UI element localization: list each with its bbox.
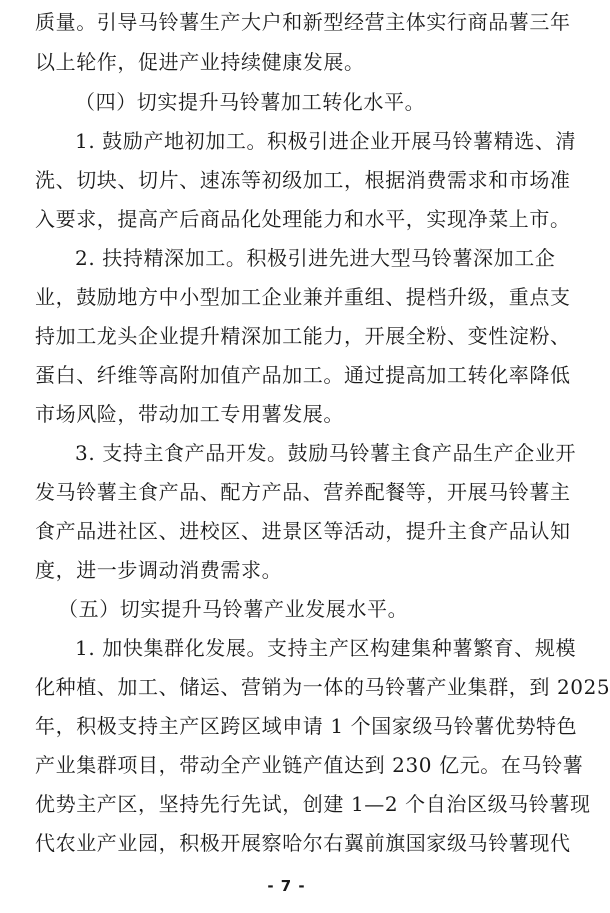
text-line: 洗、切块、切片、速冻等初级加工，根据消费需求和市场准 — [35, 168, 571, 192]
text-line: 持加工龙头企业提升精深加工能力，开展全粉、变性淀粉、 — [35, 324, 571, 348]
text-line: 发马铃薯主食产品、配方产品、营养配餐等，开展马铃薯主 — [35, 480, 571, 504]
page-number: - 7 - — [267, 877, 306, 895]
text-line: 入要求，提高产后商品化处理能力和水平，实现净菜上市。 — [35, 207, 571, 231]
text-line: 化种植、加工、储运、营销为一体的马铃薯产业集群，到 2025 — [35, 675, 610, 699]
text-line: 代农业产业园，积极开展察哈尔右翼前旗国家级马铃薯现代 — [35, 831, 571, 855]
text-line: 3. 支持主食产品开发。鼓励马铃薯主食产品生产企业开 — [75, 441, 577, 465]
text-line: 产业集群项目，带动全产业链产值达到 230 亿元。在马铃薯 — [35, 753, 584, 777]
text-line: 1. 鼓励产地初加工。积极引进企业开展马铃薯精选、清 — [75, 129, 577, 153]
text-line: 蛋白、纤维等高附加值产品加工。通过提高加工转化率降低 — [35, 363, 571, 387]
section-heading: （四）切实提升马铃薯加工转化水平。 — [75, 90, 426, 114]
text-line: 质量。引导马铃薯生产大户和新型经营主体实行商品薯三年 — [35, 10, 571, 34]
text-line: 食产品进社区、进校区、进景区等活动，提升主食产品认知 — [35, 519, 571, 543]
text-line: 优势主产区，坚持先行先试，创建 1—2 个自治区级马铃薯现 — [35, 792, 591, 816]
section-heading: （五）切实提升马铃薯产业发展水平。 — [58, 597, 409, 621]
text-line: 市场风险，带动加工专用薯发展。 — [35, 402, 344, 426]
text-line: 2. 扶持精深加工。积极引进先进大型马铃薯深加工企 — [75, 246, 556, 270]
text-line: 以上轮作，促进产业持续健康发展。 — [35, 50, 365, 74]
text-line: 度，进一步调动消费需求。 — [35, 558, 283, 582]
text-line: 业，鼓励地方中小型加工企业兼并重组、提档升级，重点支 — [35, 285, 571, 309]
text-line: 1. 加快集群化发展。支持主产区构建集种薯繁育、规模 — [75, 636, 577, 660]
text-line: 年，积极支持主产区跨区域申请 1 个国家级马铃薯优势特色 — [35, 714, 578, 738]
